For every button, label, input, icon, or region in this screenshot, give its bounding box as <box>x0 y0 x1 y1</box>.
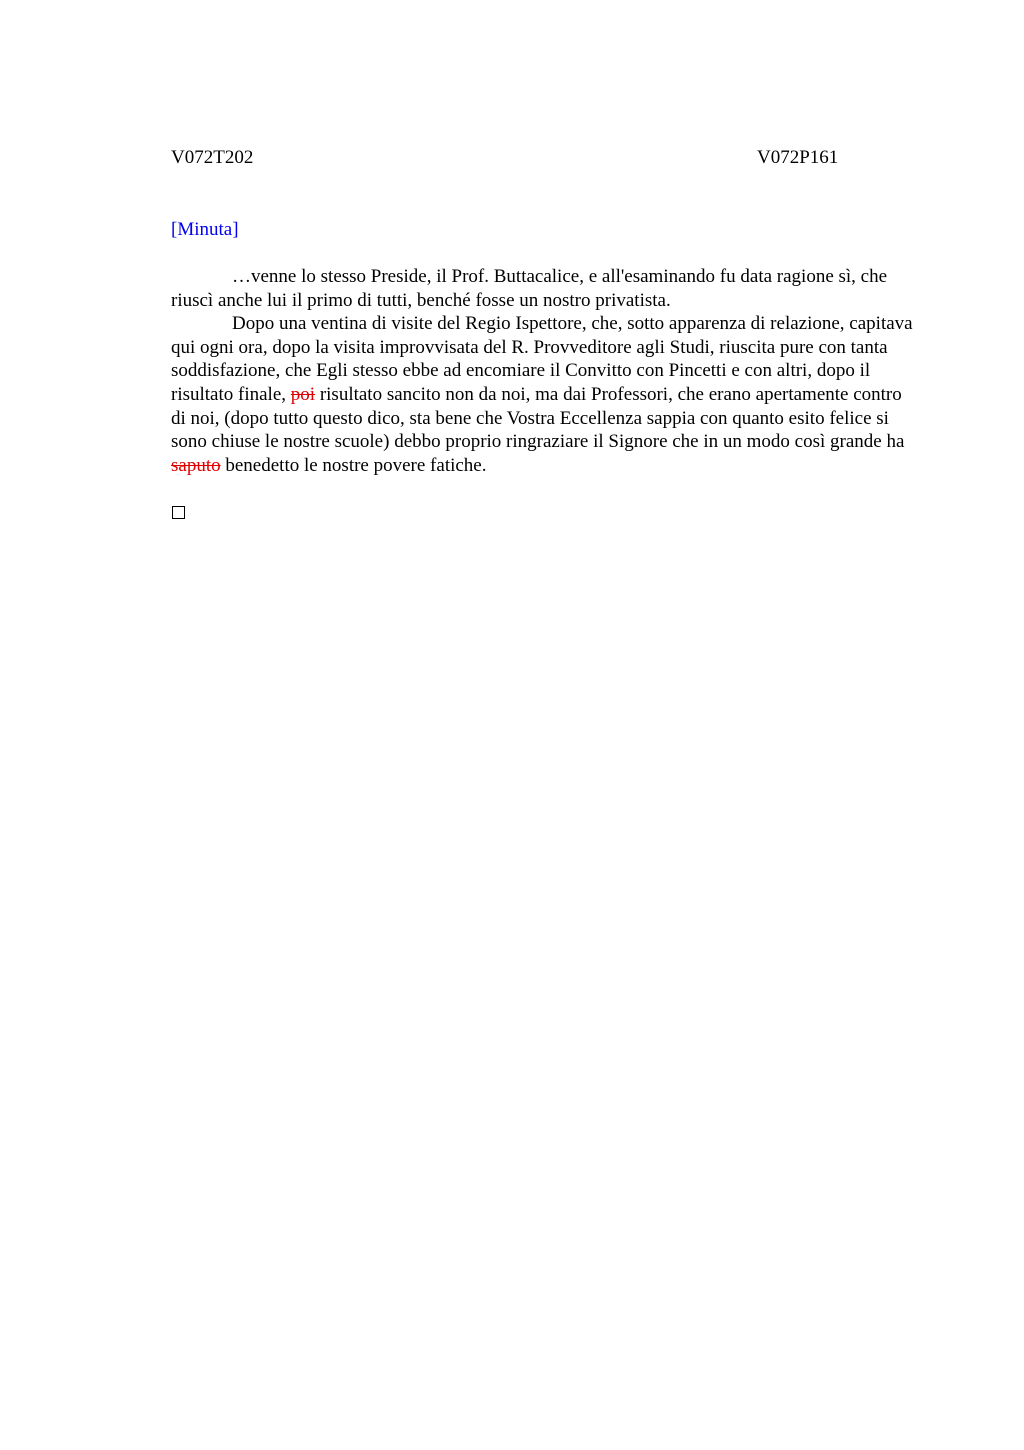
deleted-word-poi: poi <box>290 383 316 405</box>
paragraph-1-text: …venne lo stesso Preside, il Prof. Buttacalice, e all'esaminando fu data ragione sì, che riuscì anche lui il primo di tutti, benché fosse un nostro privatista. <box>171 266 888 311</box>
empty-square-icon <box>172 506 185 519</box>
paragraph-1 <box>171 265 913 312</box>
paragraph-2-text-part3: benedetto le nostre povere fatiche. <box>220 454 487 476</box>
letter-body <box>171 265 913 477</box>
paragraph-2 <box>171 312 913 477</box>
document-code-right: V072P161 <box>757 147 839 168</box>
paragraph-2-text-part2: risultato sancito non da noi, ma dai Professori, che erano apertamente contro di noi, (dopo tutto questo dico, sta bene che Vostra Eccellenza sappia con quanto esito felice si sono chiuse le nostre scuole) debbo proprio ringraziare il Signore che in un modo così grande ha <box>171 383 905 453</box>
section-label: [Minuta] <box>171 219 239 240</box>
paragraph-2-text-part1: Dopo una ventina di visite del Regio Ispettore, che, sotto apparenza di relazione, capitava qui ogni ora, dopo la visita improvvisata del R. Provveditore agli Studi, riuscita pure con tanta soddisfazione, che Egli stesso ebbe ad encomiare il Convitto con Pincetti e con altri, dopo il risultato finale, <box>171 313 913 405</box>
deleted-word-saputo: saputo <box>171 454 221 476</box>
document-code-left: V072T202 <box>171 147 254 168</box>
